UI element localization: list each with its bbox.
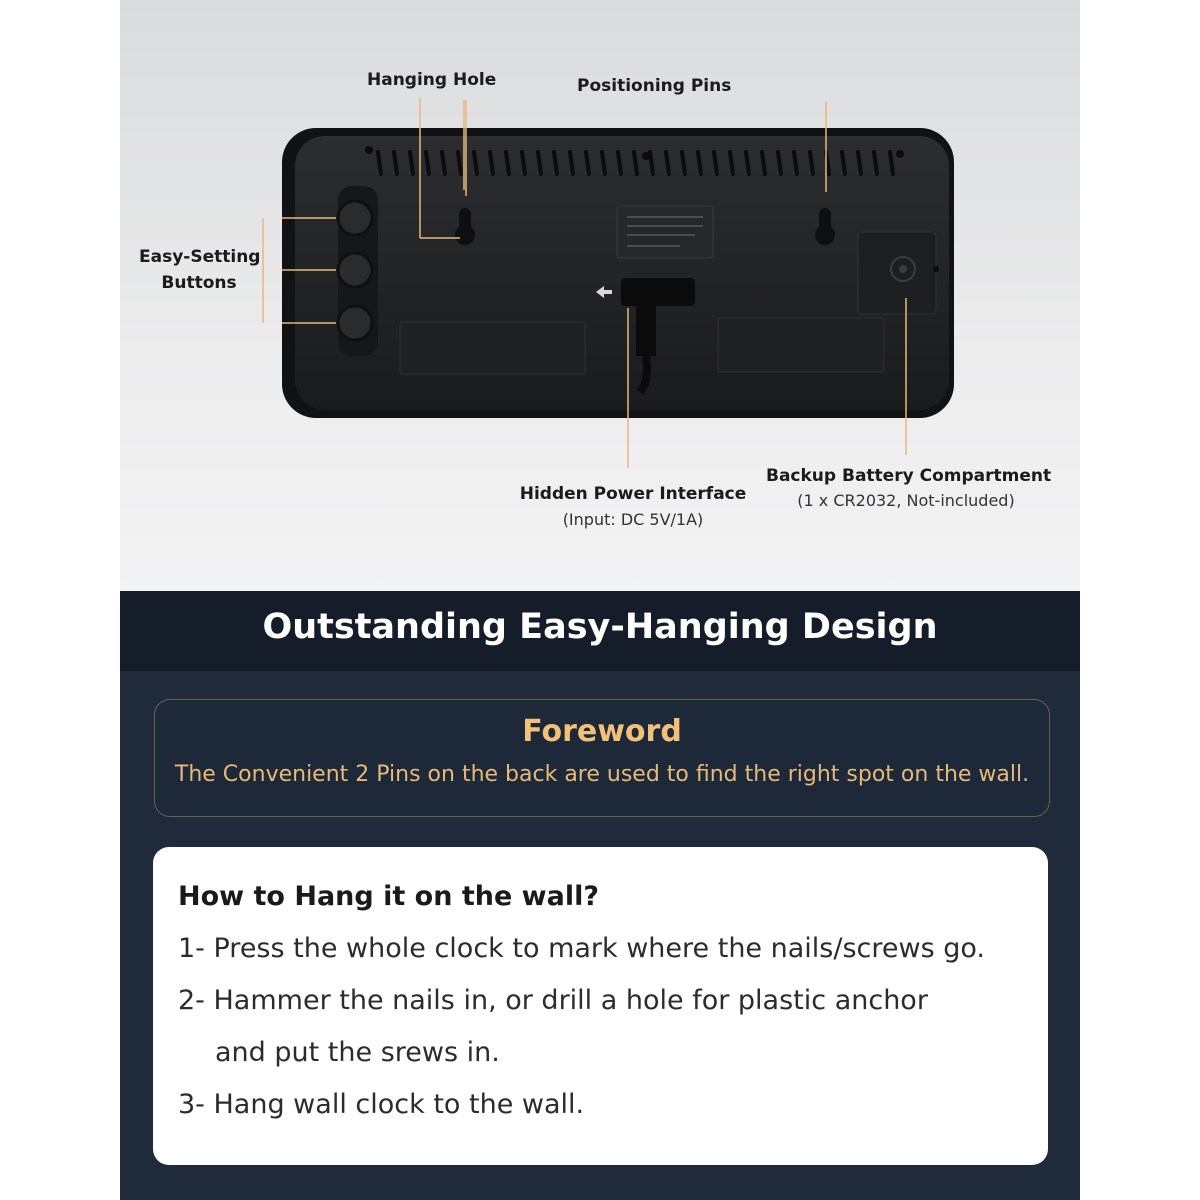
callout-hanging-hole: Hanging Hole [367, 70, 497, 90]
foreword-box [154, 699, 1050, 817]
howto-step-2-cont: and put the srews in. [215, 1037, 500, 1068]
callout-power-title: Hidden Power Interface [519, 484, 747, 504]
setting-button-3 [338, 306, 372, 340]
power-port [621, 278, 695, 306]
foreword-title: Foreword [522, 714, 682, 749]
callout-battery-title: Backup Battery Compartment [766, 466, 1052, 486]
positioning-pin-left [365, 146, 373, 154]
howto-step-1: 1- Press the whole clock to mark where the nails/screws go. [178, 933, 985, 964]
power-cable [636, 306, 656, 356]
info-panel [120, 591, 1080, 1200]
pad-left [400, 322, 585, 374]
positioning-pin-right [896, 150, 904, 158]
callout-power-sub: (Input: DC 5V/1A) [562, 510, 704, 529]
pad-right [718, 318, 884, 372]
howto-step-3: 3- Hang wall clock to the wall. [178, 1089, 585, 1120]
callout-battery-sub: (1 x CR2032, Not-included) [797, 491, 1015, 510]
product-photo-panel [120, 0, 1080, 591]
section-title: Outstanding Easy-Hanging Design [262, 607, 938, 647]
product-label [617, 206, 713, 258]
setting-button-1 [338, 201, 372, 235]
positioning-pin-center [642, 152, 650, 160]
callout-easy-setting-line1: Easy-Setting [139, 247, 261, 267]
callout-easy-setting-line2: Buttons [161, 273, 237, 293]
setting-button-2 [338, 253, 372, 287]
battery-compartment [858, 232, 936, 314]
howto-title: How to Hang it on the wall? [178, 881, 600, 912]
callout-positioning-pins: Positioning Pins [577, 76, 732, 96]
howto-card [153, 847, 1048, 1165]
howto-step-2: 2- Hammer the nails in, or drill a hole for plastic anchor [178, 985, 928, 1016]
foreword-text: The Convenient 2 Pins on the back are used to find the right spot on the wall. [174, 762, 1030, 787]
